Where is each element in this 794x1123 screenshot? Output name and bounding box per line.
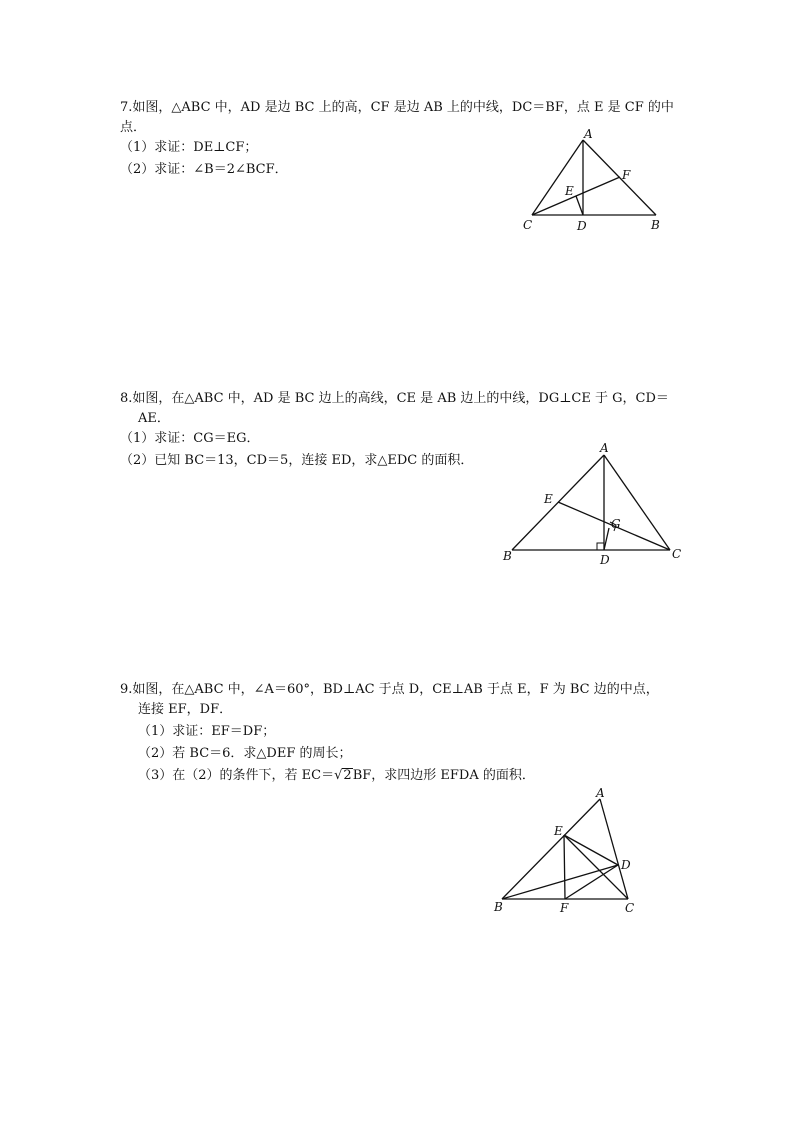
problem-9-question-1: （1）求证：EF＝DF；	[138, 724, 276, 739]
problem-7-number: 7.	[120, 100, 133, 115]
segment-AC	[600, 799, 628, 899]
label-A: A	[600, 441, 609, 455]
problem-8-question-1: （1）求证：CG＝EG．	[120, 431, 260, 446]
label-A: A	[596, 786, 605, 800]
segment-DE	[576, 196, 583, 215]
problem-7-stem: 如图，△ABC 中，AD 是边 BC 上的高，CF 是边 AB 上的中线，DC＝BF，点 E 是 CF 的中	[132, 100, 674, 115]
problem-9-stem: 如图，在△ABC 中，∠A＝60°，BD⊥AC 于点 D，CE⊥AB 于点 E，F 为 BC 边的中点，	[132, 682, 659, 697]
problem-9-stem-line-1	[120, 682, 659, 698]
label-E: E	[565, 184, 574, 198]
problem-9-question-2: （2）若 BC＝6．求△DEF 的周长；	[138, 746, 352, 761]
sqrt-icon: √	[334, 768, 343, 783]
problem-9-q3-before: （3）在（2）的条件下，若 EC＝	[138, 768, 335, 783]
label-F: F	[622, 168, 631, 182]
label-C: C	[523, 218, 533, 232]
segment-EF	[564, 835, 565, 899]
problem-7-figure	[520, 128, 670, 238]
problem-9-number: 9.	[120, 682, 133, 697]
label-B: B	[651, 218, 660, 232]
label-D: D	[600, 553, 610, 567]
label-B: B	[503, 549, 512, 563]
label-B: B	[494, 900, 503, 914]
problem-7-question-2: （2）求证：∠B＝2∠BCF．	[120, 162, 288, 177]
problem-9-figure	[490, 785, 650, 920]
label-C: C	[672, 547, 682, 561]
problem-9-question-3	[138, 768, 535, 784]
problem-7-stem-line-1	[120, 100, 674, 116]
label-G: G	[611, 517, 621, 531]
problem-9-q3-radicand: 2	[343, 768, 352, 783]
label-D: D	[621, 858, 631, 872]
label-C: C	[625, 901, 635, 915]
problem-8-question-2: （2）已知 BC＝13，CD＝5，连接 ED，求△EDC 的面积．	[120, 453, 474, 468]
label-E: E	[554, 824, 563, 838]
problem-8-stem: 如图，在△ABC 中，AD 是 BC 边上的高线，CE 是 AB 边上的中线，DG⊥CE 于 G，CD＝	[132, 391, 669, 406]
problem-9-stem-line-2: 连接 EF，DF．	[138, 702, 233, 717]
problem-9-q3-after: BF，求四边形 EFDA 的面积．	[352, 768, 535, 783]
problem-7-question-1: （1）求证：DE⊥CF；	[120, 140, 258, 155]
segment-ED	[564, 835, 618, 865]
problem-8-stem-line-1	[120, 391, 669, 407]
label-F: F	[560, 901, 569, 915]
right-angle-mark-D	[597, 543, 604, 550]
problem-8-stem-line-2: AE．	[138, 411, 170, 426]
problem-8-figure	[500, 440, 690, 570]
problem-7-stem-line-2: 点．	[120, 120, 147, 135]
segment-DG	[604, 528, 609, 550]
segment-DF	[565, 865, 618, 899]
label-D: D	[577, 219, 587, 233]
label-E: E	[544, 492, 553, 506]
problem-8-number: 8.	[120, 391, 133, 406]
label-A: A	[584, 127, 593, 141]
